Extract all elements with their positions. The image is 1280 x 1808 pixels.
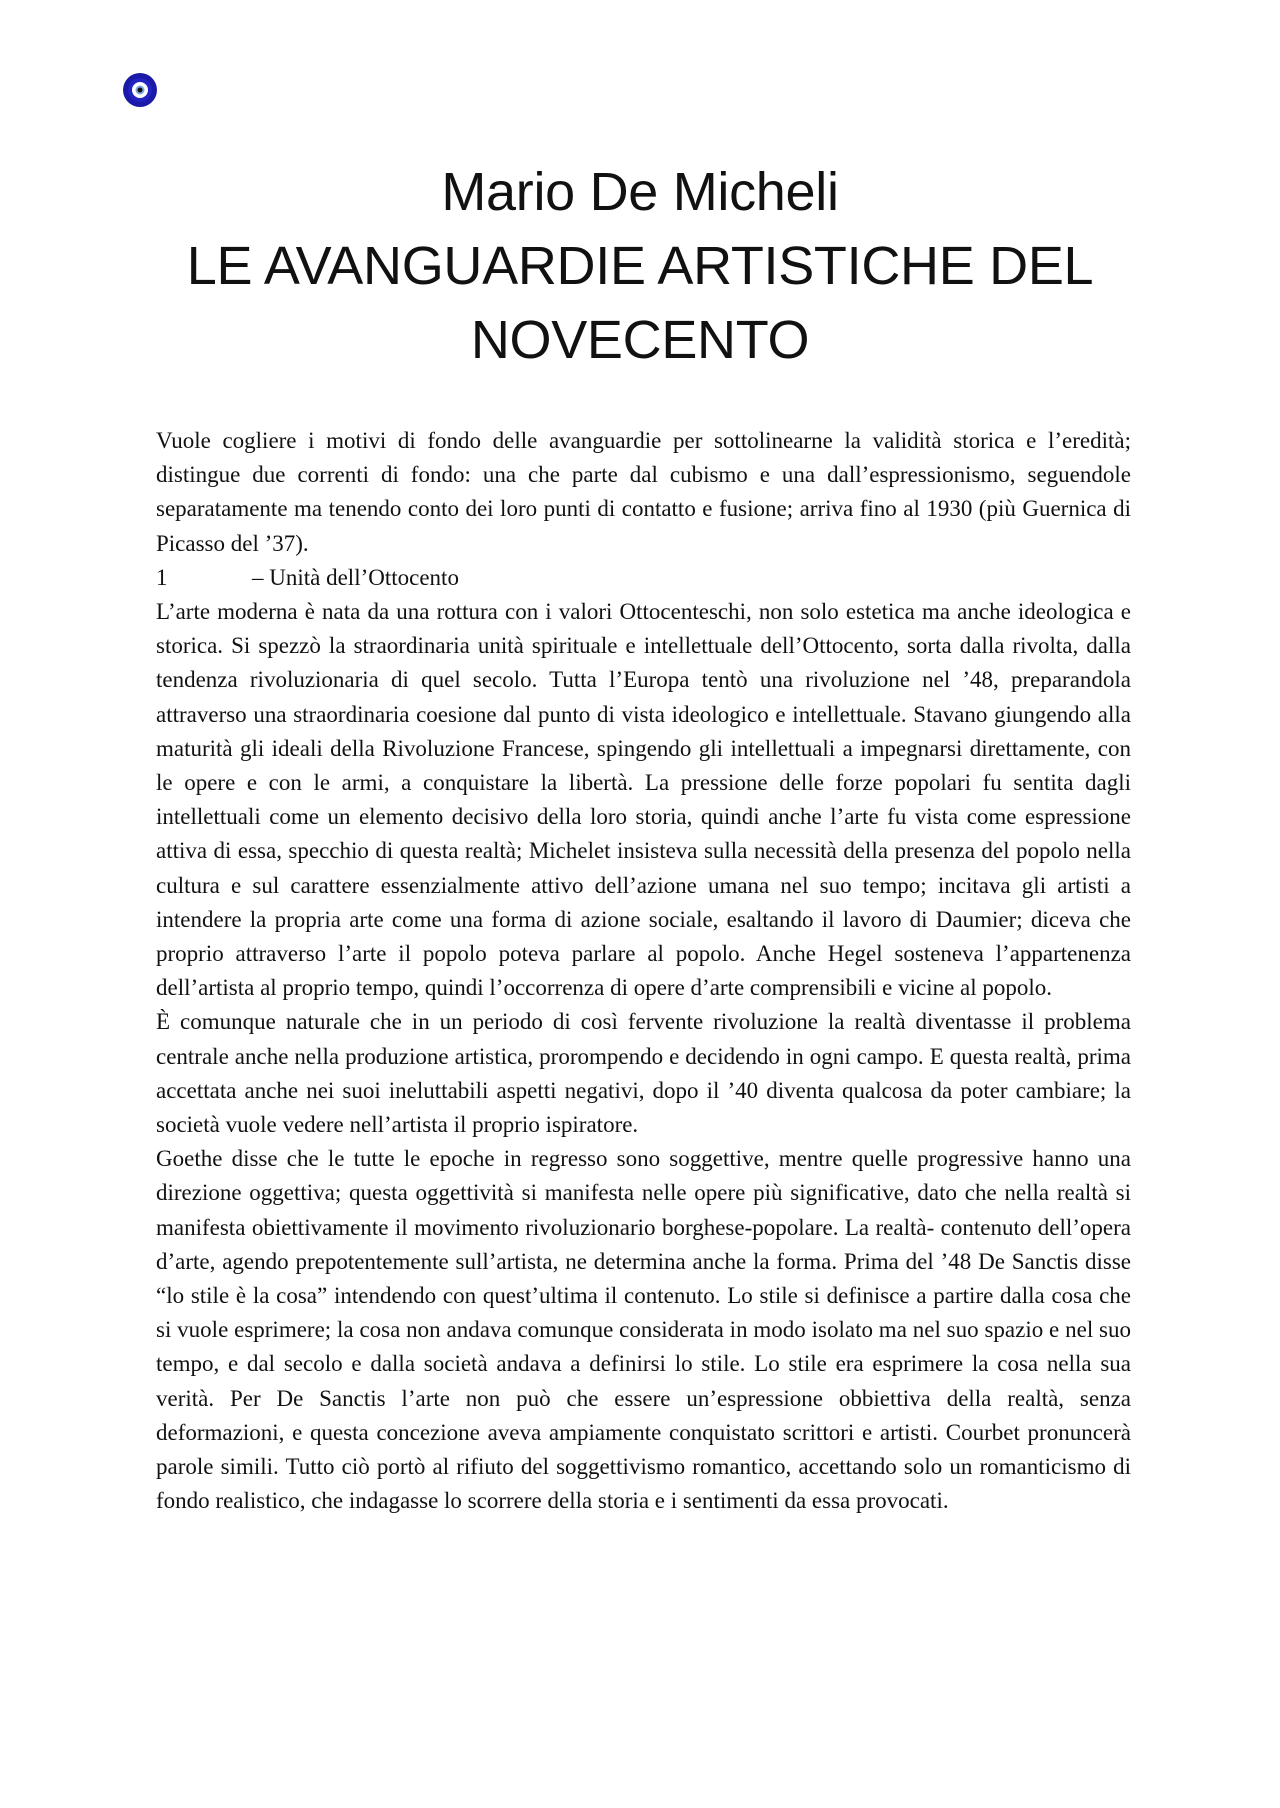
book-title-line-2: NOVECENTO [470, 310, 810, 370]
body-paragraph: È comunque naturale che in un periodo di così fervente rivoluzione la realtà diventasse il problema centrale anche nella produzione artistica, prorompendo e decidendo in ogni campo. E questa realtà, prima accettata anche nei suoi ineluttabili aspetti negativi, dopo il ’40 diventa qualcosa da poter cambiare; la società vuole vedere nell’artista il proprio ispiratore. [156, 1009, 1131, 1138]
section-heading [156, 561, 1131, 595]
body-paragraph: L’arte moderna è nata da una rottura con i valori Ottocenteschi, non solo estetica ma anche ideologica e storica. Si spezzò la straordinaria unità spirituale e intellettuale dell’Ottocento, sorta dalla rivolta, dalla tendenza rivoluzionaria di quel secolo. Tutta l’Europa tentò una rivoluzione nel ’48, preparandola attraverso una straordinaria coesione dal punto di vista ideologico e intellettuale. Stavano giungendo alla maturità gli ideali della Rivoluzione Francese, spingendo gli intellettuali a impegnarsi direttamente, con le opere e con le armi, a conquistare la libertà. La pressione delle forze popolari fu sentita dagli intellettuali come un elemento decisivo della loro storia, quindi anche l’arte fu vista come espressione attiva di essa, specchio di questa realtà; Michelet insisteva sulla necessità della presenza del popolo nella cultura e sul carattere essenzialmente attivo dell’azione umana nel suo tempo; incitava gli artisti a intendere la propria arte come una forma di azione sociale, esaltando il lavoro di Daumier; diceva che proprio attraverso l’arte il popolo poteva parlare al popolo. Anche Hegel sosteneva l’appartenenza dell’artista al proprio tempo, quindi l’occorrenza di opere d’arte comprensibili e vicine al popolo. [156, 599, 1131, 1001]
document-body [156, 424, 1131, 1519]
body-paragraph: Goethe disse che le tutte le epoche in regresso sono soggettive, mentre quelle progressive hanno una direzione oggettiva; questa oggettività si manifesta nelle opere più significative, dato che nella realtà si manifesta obiettivamente il movimento rivoluzionario borghese-popolare. La realtà- contenuto dell’opera d’arte, agendo prepotentemente sull’artista, ne determina anche la forma. Prima del ’48 De Sanctis disse “lo stile è la cosa” intendendo con quest’ultima il contenuto. Lo stile si definisce a partire dalla cosa che si vuole esprimere; la cosa non andava comunque considerata in modo isolato ma nel suo spazio e nel suo tempo, e dal secolo e dalla società andava a definirsi lo stile. Lo stile era esprimere la cosa nella sua verità. Per De Sanctis l’arte non può che essere un’espressione obbiettiva della realtà, senza deformazioni, e questa concezione aveva ampiamente conquistato scrittori e artisti. Courbet pronuncerà parole simili. Tutto ciò portò al rifiuto del soggettivismo romantico, accettando solo un romanticismo di fondo realistico, che indagasse lo scorrere della storia e i sentimenti da essa provocati. [156, 1146, 1131, 1514]
section-title: – Unità dell’Ottocento [252, 564, 459, 590]
book-title-line-1: LE AVANGUARDIE ARTISTICHE DEL [186, 236, 1094, 296]
author-name: Mario De Micheli [441, 162, 839, 222]
eye-amulet-icon [122, 72, 158, 108]
section-number: 1 [156, 564, 168, 590]
document-title-block [0, 155, 1280, 377]
intro-paragraph: Vuole cogliere i motivi di fondo delle avanguardie per sottolinearne la validità storica e l’eredità; distingue due correnti di fondo: una che parte dal cubismo e una dall’espressionismo, seguendole separatamente ma tenendo conto dei loro punti di contatto e fusione; arriva fino al 1930 (più Guernica di Picasso del ’37). [156, 428, 1131, 556]
